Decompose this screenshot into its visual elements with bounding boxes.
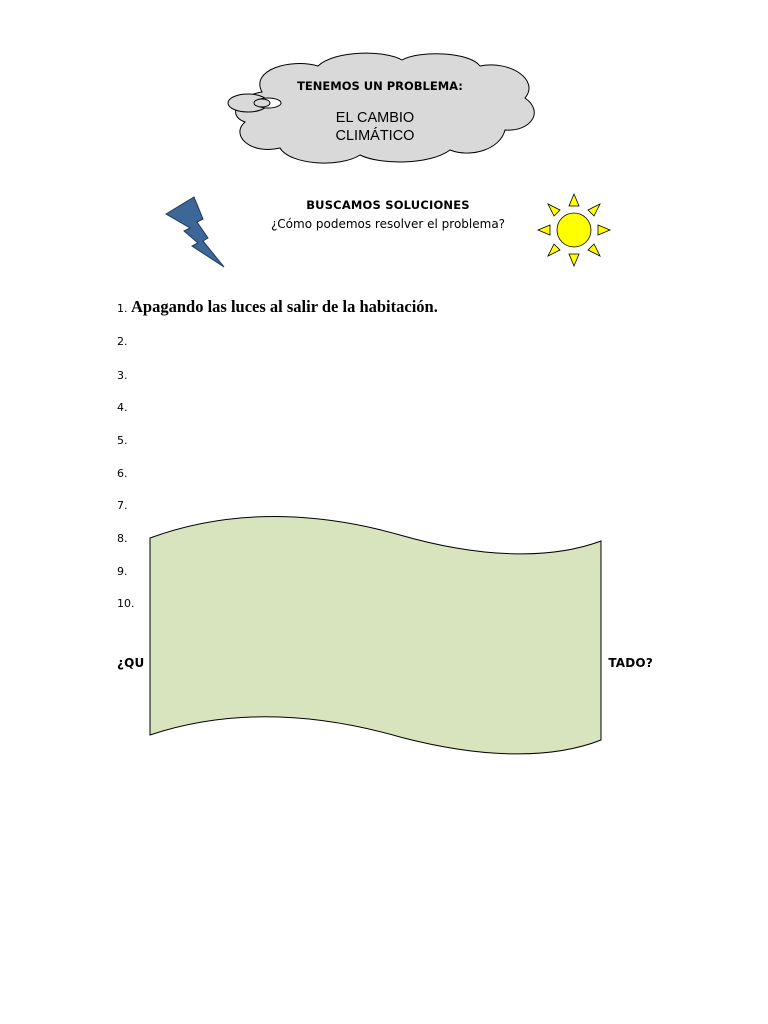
solutions-question: ¿Cómo podemos resolver el problema? xyxy=(270,217,506,231)
list-number: 3. xyxy=(117,369,128,382)
list-number: 1. xyxy=(117,302,128,315)
list-number: 5. xyxy=(117,434,128,447)
list-number: 8. xyxy=(117,532,128,545)
list-number: 2. xyxy=(117,335,128,348)
solutions-heading: BUSCAMOS SOLUCIONES xyxy=(306,198,470,212)
final-question-right: TADO? xyxy=(608,656,653,670)
list-number: 7. xyxy=(117,499,128,512)
cloud-heading: TENEMOS UN PROBLEMA: xyxy=(297,79,463,93)
cloud-line-2: CLIMÁTICO xyxy=(335,128,415,144)
cloud-line-1: EL CAMBIO xyxy=(335,110,415,126)
list-number: 10. xyxy=(117,597,135,610)
final-question-left: ¿QU xyxy=(117,656,145,670)
list-number: 9. xyxy=(117,565,128,578)
list-text: Apagando las luces al salir de la habitación. xyxy=(131,297,438,316)
list-number: 4. xyxy=(117,401,128,414)
list-number: 6. xyxy=(117,467,128,480)
